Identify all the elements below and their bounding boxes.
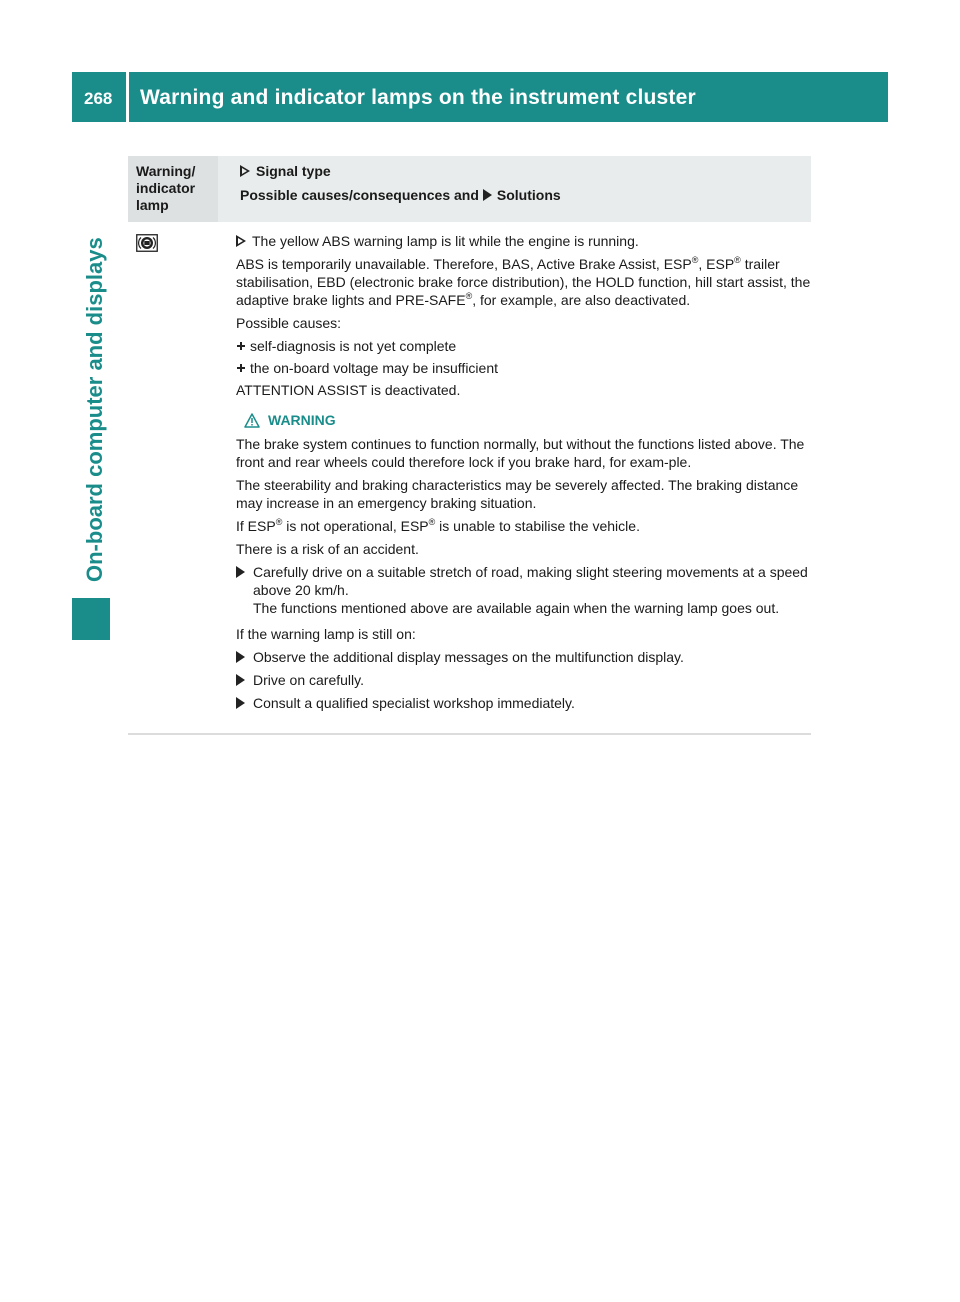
solution-arrow-icon: [483, 189, 492, 201]
registered-mark: ®: [275, 517, 283, 527]
lamp-column-header: [136, 163, 195, 214]
solution-step: [236, 694, 811, 712]
solution-step: [236, 648, 811, 666]
row-content: [236, 232, 811, 712]
page-header: [72, 72, 888, 122]
solution-arrow-icon: [236, 566, 245, 578]
registered-mark: ®: [428, 517, 436, 527]
possible-causes-label: Possible causes:: [236, 315, 342, 331]
consequence-paragraph: [236, 255, 811, 309]
text-span: ABS is temporarily unavailable. Therefore, BAS, Active Brake Assist, ESP: [236, 256, 692, 272]
table-row: [128, 222, 811, 735]
side-tab-marker: [72, 598, 110, 640]
page-title: Warning and indicator lamps on the instrument cluster: [140, 86, 696, 109]
text-span: trailer stabilisation, EBD (electronic brake force distribution), the HOLD function, hill start assist, the adaptive brake lights and PRE-SAFE: [236, 256, 811, 308]
lamp-header-line: Warning/: [136, 163, 196, 179]
header-divider: [126, 72, 129, 122]
step-text: Carefully drive on a suitable stretch of road, making slight steering movements at a speed above 20 km/h.: [253, 564, 808, 598]
page-number: 268: [84, 89, 113, 108]
registered-mark: ®: [465, 291, 473, 301]
step-text: Consult a qualified specialist workshop immediately.: [253, 695, 575, 711]
list-item: the on-board voltage may be insufficient: [236, 359, 811, 377]
warning-lamp-table: [128, 156, 811, 735]
warning-triangle-icon: [244, 413, 260, 428]
still-on-text: If the warning lamp is still on:: [236, 626, 416, 642]
solution-arrow-icon: [236, 651, 245, 663]
step-text: Drive on carefully.: [253, 672, 365, 688]
signal-text: The yellow ABS warning lamp is lit while the engine is running.: [252, 233, 639, 249]
text-span: is unable to stabilise the vehicle.: [435, 518, 640, 534]
list-item: self-diagnosis is not yet complete: [236, 337, 811, 355]
registered-mark: ®: [691, 255, 699, 265]
side-tab-label: On-board computer and displays: [82, 237, 107, 582]
abs-warning-lamp-icon: [136, 234, 158, 252]
solution-arrow-icon: [236, 674, 245, 686]
solutions-header: Solutions: [496, 187, 561, 203]
solution-step: [236, 671, 811, 689]
signal-type-text: [236, 232, 811, 250]
signal-type-icon: [236, 235, 246, 247]
risk-statement: There is a risk of an accident.: [236, 541, 419, 557]
esp-paragraph: [236, 517, 811, 535]
solution-step: [236, 563, 811, 617]
warning-heading: [244, 411, 811, 429]
warning-paragraph: The steerability and braking characteristics may be severely affected. The braking distance may increase in an emergency braking situation.: [236, 477, 799, 511]
causes-header: Possible causes/consequences and: [240, 187, 479, 203]
attention-assist-note: ATTENTION ASSIST is deactivated.: [236, 382, 461, 398]
text-span: , ESP: [698, 256, 735, 272]
text-span: is not operational, ESP: [282, 518, 429, 534]
table-header-row: [128, 156, 811, 222]
step-text: The functions mentioned above are available again when the warning lamp goes out.: [253, 600, 780, 616]
text-span: If ESP: [236, 518, 276, 534]
signal-type-header: Signal type: [256, 163, 331, 179]
warning-paragraph: The brake system continues to function normally, but without the functions listed above. The front and rear wheels could therefore lock if you brake hard, for exam-ple.: [236, 436, 805, 470]
warning-label: WARNING: [268, 412, 336, 428]
registered-mark: ®: [734, 255, 741, 265]
text-span: , for example, are also deactivated.: [472, 292, 691, 308]
lamp-header-line: indicator: [136, 180, 196, 196]
signal-type-icon: [240, 165, 250, 177]
step-text: Observe the additional display messages on the multifunction display.: [253, 649, 684, 665]
solution-arrow-icon: [236, 697, 245, 709]
lamp-header-line: lamp: [136, 197, 169, 213]
signal-column-header: [240, 163, 561, 204]
